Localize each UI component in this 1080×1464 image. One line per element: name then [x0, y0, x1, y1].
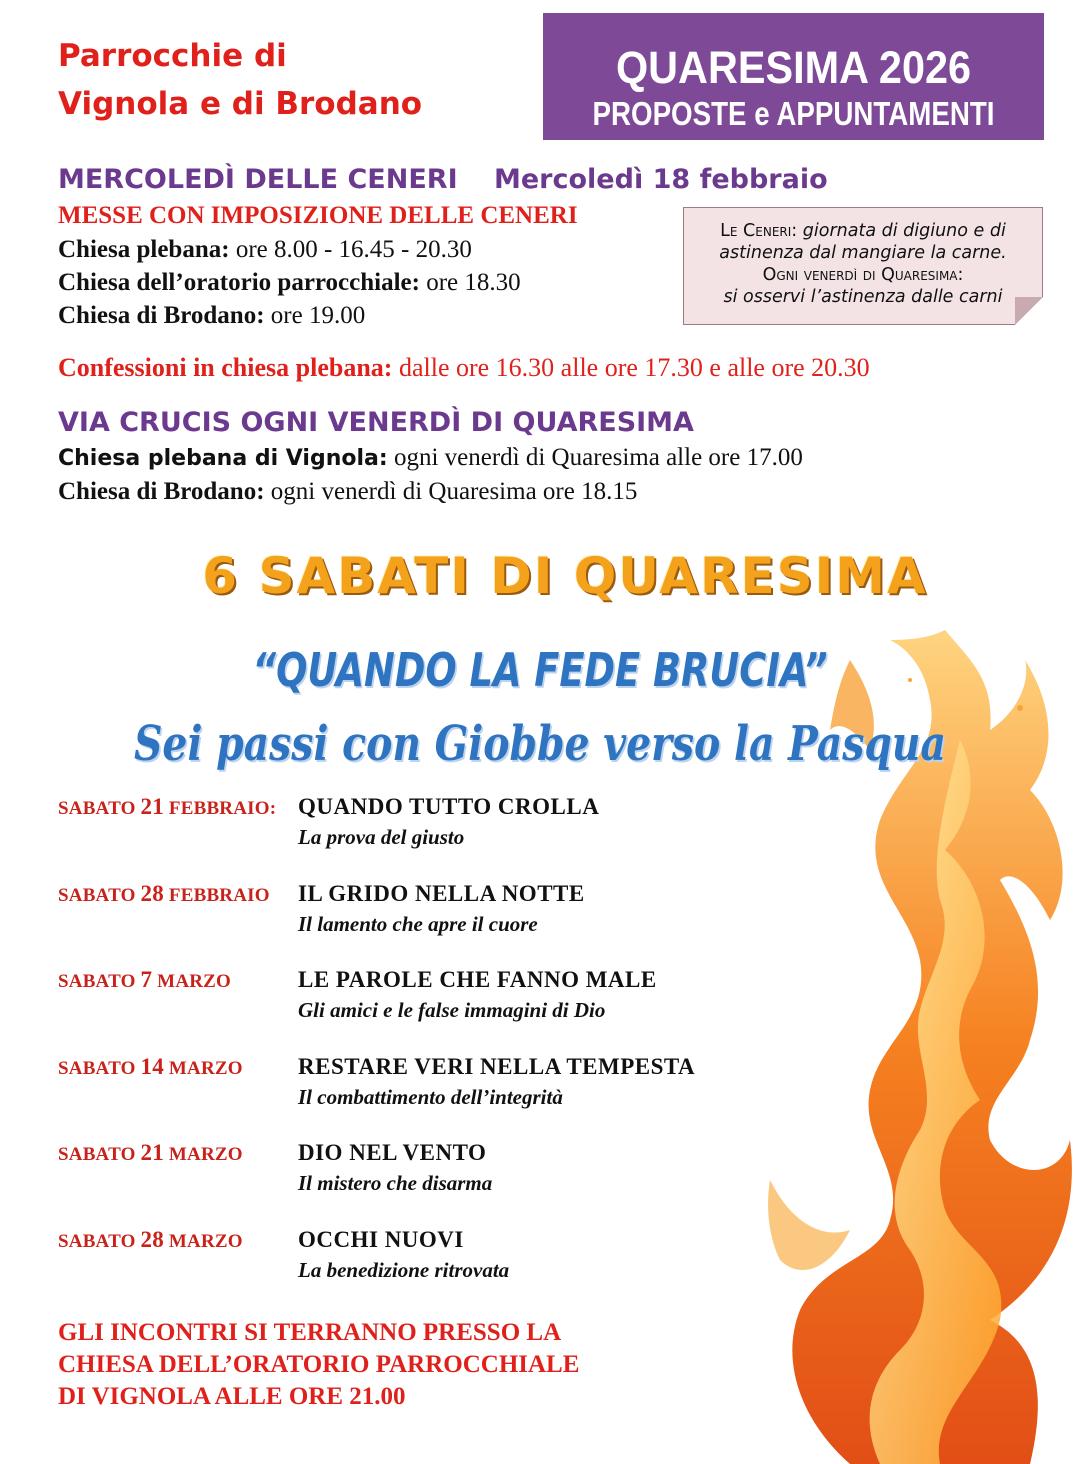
saturday-subtitle: Il lamento che apre il cuore [298, 912, 538, 936]
sabati-title: 6 SABATI DI QUARESIMA [202, 547, 928, 605]
confession-label: Confessioni in chiesa plebana: [58, 353, 393, 382]
via-crucis-text: ogni venerdì di Quaresima alle ore 17.00 [393, 444, 803, 471]
via-crucis-place: Chiesa di Brodano: [58, 478, 265, 505]
title-banner [543, 13, 1044, 140]
saturday-date: SABATO 21 MARZO [58, 1140, 243, 1165]
mass-row [58, 299, 365, 332]
saturday-date: SABATO 7 MARZO [58, 967, 232, 992]
footer-line-1: GLI INCONTRI SI TERRANNO PRESSO LA [58, 1319, 562, 1346]
saturday-title: IL GRIDO NELLA NOTTE [298, 881, 585, 906]
theme-subtitle: Sei passi con Giobbe verso la Pasqua [133, 716, 947, 772]
saturday-date: SABATO 28 FEBBRAIO [58, 881, 270, 906]
saturday-date: SABATO 14 MARZO [58, 1054, 243, 1079]
note-line-2: astinenza dal mangiare la carne. [719, 243, 1007, 263]
saturday-title: OCCHI NUOVI [298, 1227, 464, 1252]
footer-line-2: CHIESA DELL’ORATORIO PARROCCHIALE [58, 1351, 580, 1378]
confession-text: dalle ore 16.30 alle ore 17.30 e alle ore 20.30 [398, 353, 870, 382]
via-crucis-row [58, 475, 637, 508]
note-line-4: si osservi l’astinenza dalle carni [723, 287, 1003, 307]
parish-line-1: Parrocchie di [58, 38, 287, 74]
theme-quote: “QUANDO LA FEDE BRUCIA” [252, 643, 828, 697]
page-fold-icon [1015, 297, 1043, 325]
mass-row [58, 233, 472, 266]
saturday-subtitle: La prova del giusto [298, 825, 465, 849]
mass-place: Chiesa dell’oratorio parrocchiale: [58, 269, 420, 296]
saturday-title: LE PAROLE CHE FANNO MALE [298, 967, 657, 992]
via-crucis-row [58, 441, 803, 475]
via-crucis-heading: VIA CRUCIS OGNI VENERDÌ DI QUARESIMA [58, 407, 694, 438]
main-title: QUARESIMA 2026 [615, 42, 972, 93]
confession-line [58, 350, 870, 386]
saturday-subtitle: La benedizione ritrovata [298, 1258, 510, 1282]
via-crucis-text: ogni venerdì di Quaresima ore 18.15 [270, 478, 638, 505]
ceneri-date: Mercoledì 18 febbraio [494, 164, 828, 195]
footer-line-3: DI VIGNOLA ALLE ORE 21.00 [58, 1383, 406, 1410]
fasting-note [683, 207, 1043, 325]
saturday-title: RESTARE VERI NELLA TEMPESTA [298, 1054, 696, 1079]
parish-line-2: Vignola e di Brodano [58, 86, 423, 122]
meeting-location [58, 1317, 579, 1413]
saturday-title: QUANDO TUTTO CROLLA [298, 794, 600, 819]
ceneri-heading: MERCOLEDÌ DELLE CENERI [58, 164, 458, 195]
mass-row [58, 266, 521, 299]
saturday-subtitle: Il mistero che disarma [298, 1171, 493, 1195]
saturday-date: SABATO 28 MARZO [58, 1227, 243, 1252]
saturday-subtitle: Il combattimento dell’integrità [298, 1085, 563, 1109]
messe-heading: MESSE CON IMPOSIZIONE DELLE CENERI [58, 202, 578, 229]
note-line-1: Le Ceneri: giornata di digiuno e di [720, 221, 1006, 241]
mass-times: ore 18.30 [426, 269, 521, 296]
saturday-subtitle: Gli amici e le false immagini di Dio [298, 998, 606, 1022]
mass-place: Chiesa di Brodano: [58, 302, 265, 329]
via-crucis-place: Chiesa plebana di Vignola: [58, 446, 388, 471]
saturday-date: SABATO 21 FEBBRAIO: [58, 794, 277, 819]
parish-name [58, 32, 422, 128]
mass-times: ore 19.00 [270, 302, 366, 329]
saturday-title: DIO NEL VENTO [298, 1140, 487, 1165]
mass-times: ore 8.00 - 16.45 - 20.30 [235, 236, 472, 263]
note-line-3: Ogni venerdì di Quaresima: [762, 265, 964, 285]
sub-title: PROPOSTE e APPUNTAMENTI [592, 95, 995, 132]
mass-place: Chiesa plebana: [58, 236, 230, 263]
